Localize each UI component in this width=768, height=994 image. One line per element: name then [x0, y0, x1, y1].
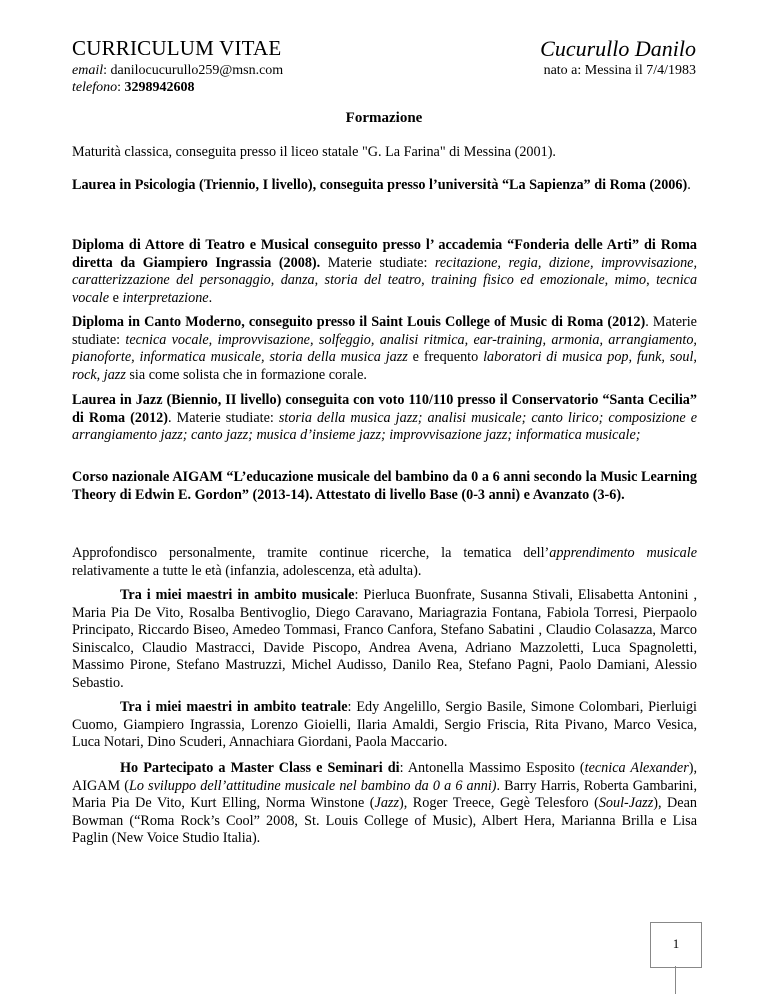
p4-bold: Diploma in Canto Moderno, conseguito presso il Saint Louis College of Music di Roma (2012) — [72, 314, 646, 330]
paragraph-approfondimento — [72, 545, 697, 580]
p4-a: . Materie studiate: — [72, 314, 697, 348]
phone-value: 3298942608 — [124, 80, 195, 95]
p5-bold: Laurea in Jazz (Biennio, II livello) conseguita con voto 110/110 presso il Conservatorio “Santa Cecilia” di Roma (2012) — [72, 392, 697, 426]
p3-a: Materie studiate: — [320, 254, 435, 271]
p9-bold: Tra i miei maestri in ambito teatrale — [120, 699, 348, 715]
p2-end: . — [687, 177, 691, 193]
p4-c: sia come solista che in formazione corale. — [125, 366, 367, 383]
p10-i1: tecnica Alexander — [584, 760, 689, 776]
email-line — [72, 63, 283, 79]
p10-i4: Soul-Jazz — [598, 795, 654, 811]
p10-a: : Antonella Massimo Esposito ( — [399, 760, 585, 776]
phone-line — [72, 80, 195, 96]
p5-a: . Materie studiate: — [168, 409, 279, 426]
p3-c: , — [314, 272, 325, 288]
p3-bold: Diploma di Attore di Teatro e Musical conseguito presso l’ accademia “Fonderia delle Arti” di Roma diretta da Giampiero Ingrassia (2008). — [72, 237, 697, 271]
page-number-box — [650, 922, 702, 968]
phone-label: telefono — [72, 80, 118, 95]
p10-e: ), Dean Bowman (“Roma Rock’s Cool” 2008, St. Louis College of Music), Albert Hera, Marianna Brilla e Lisa Paglin (New Voice Studio Italia). — [72, 795, 697, 846]
p10-bold: Ho Partecipato a Master Class e Seminari di — [120, 760, 400, 776]
p3-h: . — [208, 289, 213, 306]
paragraph-maturita: Maturità classica, conseguita presso il liceo statale "G. La Farina" di Messina (2001). — [72, 144, 556, 160]
p4-i1: tecnica vocale, improvvisazione, solfeggio, analisi ritmica, ear-training, armonia, arrangiamento, pianoforte, informatica musicale, storia della musica jazz — [72, 331, 697, 365]
p3-i3: storia del teatro — [324, 272, 422, 288]
p8-bold: Tra i miei maestri in ambito musicale — [120, 587, 355, 603]
email-value: : danilocucurullo259@msn.com — [103, 63, 284, 78]
p3-i7: interpretazione — [122, 289, 209, 306]
paragraph-master-class — [72, 760, 697, 848]
paragraph-diploma-attore — [72, 237, 697, 307]
page-number-connector — [675, 966, 676, 994]
p10-b: ), AIGAM ( — [72, 760, 697, 794]
p4-b: e frequento — [407, 349, 484, 365]
p7-i1: apprendimento musicale — [549, 545, 697, 561]
cv-title: CURRICULUM VITAE — [72, 36, 282, 60]
p3-d: , — [421, 272, 432, 288]
p3-g: e — [109, 289, 123, 306]
phone-separator: : — [117, 80, 125, 95]
p10-i2: Lo sviluppo dell’attitudine musicale nel bambino da 0 a 6 anni) — [128, 777, 497, 794]
p3-i2: danza — [280, 272, 315, 288]
p3-i4: training fisico ed emozionale — [431, 272, 605, 288]
paragraph-corso-aigam — [72, 469, 697, 504]
candidate-name: Cucurullo Danilo — [540, 36, 696, 61]
p5-i1: storia della musica jazz; analisi musicale; canto lirico; composizione e arrangiamento jazz; canto jazz; musica d’insieme jazz; improvvisazione jazz; informatica musicale; — [72, 409, 697, 443]
p3-b: , — [270, 272, 281, 288]
birth-info: nato a: Messina il 7/4/1983 — [543, 63, 696, 78]
p3-f: , — [646, 272, 657, 288]
paragraph-maestri-musicale — [72, 587, 697, 692]
paragraph-maestri-teatrale — [72, 699, 697, 752]
p3-i6: tecnica vocale — [72, 272, 698, 306]
email-label: email — [72, 63, 104, 78]
page-number: 1 — [672, 936, 680, 951]
p4-i2: laboratori di musica pop, funk, soul, rock, jazz — [72, 349, 697, 383]
p10-c: . Barry Harris, Roberta Gambarini, Maria Pia De Vito, Kurt Elling, Norma Winstone ( — [72, 777, 697, 811]
p9-a: : Edy Angelillo, Sergio Basile, Simone Colombari, Pierluigi Cuomo, Giampiero Ingrassia, Lorenzo Gioielli, Ilaria Amaldi, Sergio Friscia, Rita Pivano, Marco Vesica, Luca Notari, Dino Scuderi, Annachiara Giordani, Paola Maccario. — [72, 699, 697, 750]
p6-bold: Corso nazionale AIGAM “L’educazione musicale del bambino da 0 a 6 anni secondo la Music Learning Theory di Edwin E. Gordon” (2013-14). Attestato di livello Base (0-3 anni) e Avanzato (3-6). — [72, 469, 697, 503]
p3-e: , — [604, 272, 615, 288]
p10-i3: Jazz — [374, 795, 399, 811]
p3-i5: mimo — [614, 272, 647, 288]
section-heading: Formazione — [345, 110, 423, 126]
p7-b: relativamente a tutte le età (infanzia, adolescenza, età adulta). — [72, 562, 422, 579]
p2-bold: Laurea in Psicologia (Triennio, I livello), conseguita presso l’università “La Sapienza” di Roma (2006) — [72, 177, 688, 193]
paragraph-laurea-jazz — [72, 392, 697, 445]
paragraph-laurea-psicologia — [72, 177, 697, 195]
p8-a: : Pierluca Buonfrate, Susanna Stivali, Elisabetta Antonini , Maria Pia De Vito, Rosalba Bentivoglio, Diego Caravano, Mariagrazia Fontana, Fabiola Torresi, Pierpaolo Principato, Riccardo Biseo, Amedeo Tommasi, Franco Canfora, Stefano Sabatini , Claudio Colasazza, Marco Siniscalco, Claudio Mastracci, Davide Piscopo, Andrea Avena, Adriano Mazzoletti, Luca Spagnoletti, Massimo Pirone, Stefano Mastruzzi, Michel Audisso, Danilo Rea, Stefano Pagni, Paolo Damiani, Alessio Sebastio. — [72, 587, 697, 691]
p3-i1: recitazione, regia, dizione, improvvisazione, caratterizzazione del personaggio — [72, 254, 698, 288]
p7-a: Approfondisco personalmente, tramite continue ricerche, la tematica dell’ — [72, 545, 550, 561]
p10-d: ), Roger Treece, Gegè Telesforo ( — [398, 795, 599, 811]
paragraph-diploma-canto — [72, 314, 697, 384]
